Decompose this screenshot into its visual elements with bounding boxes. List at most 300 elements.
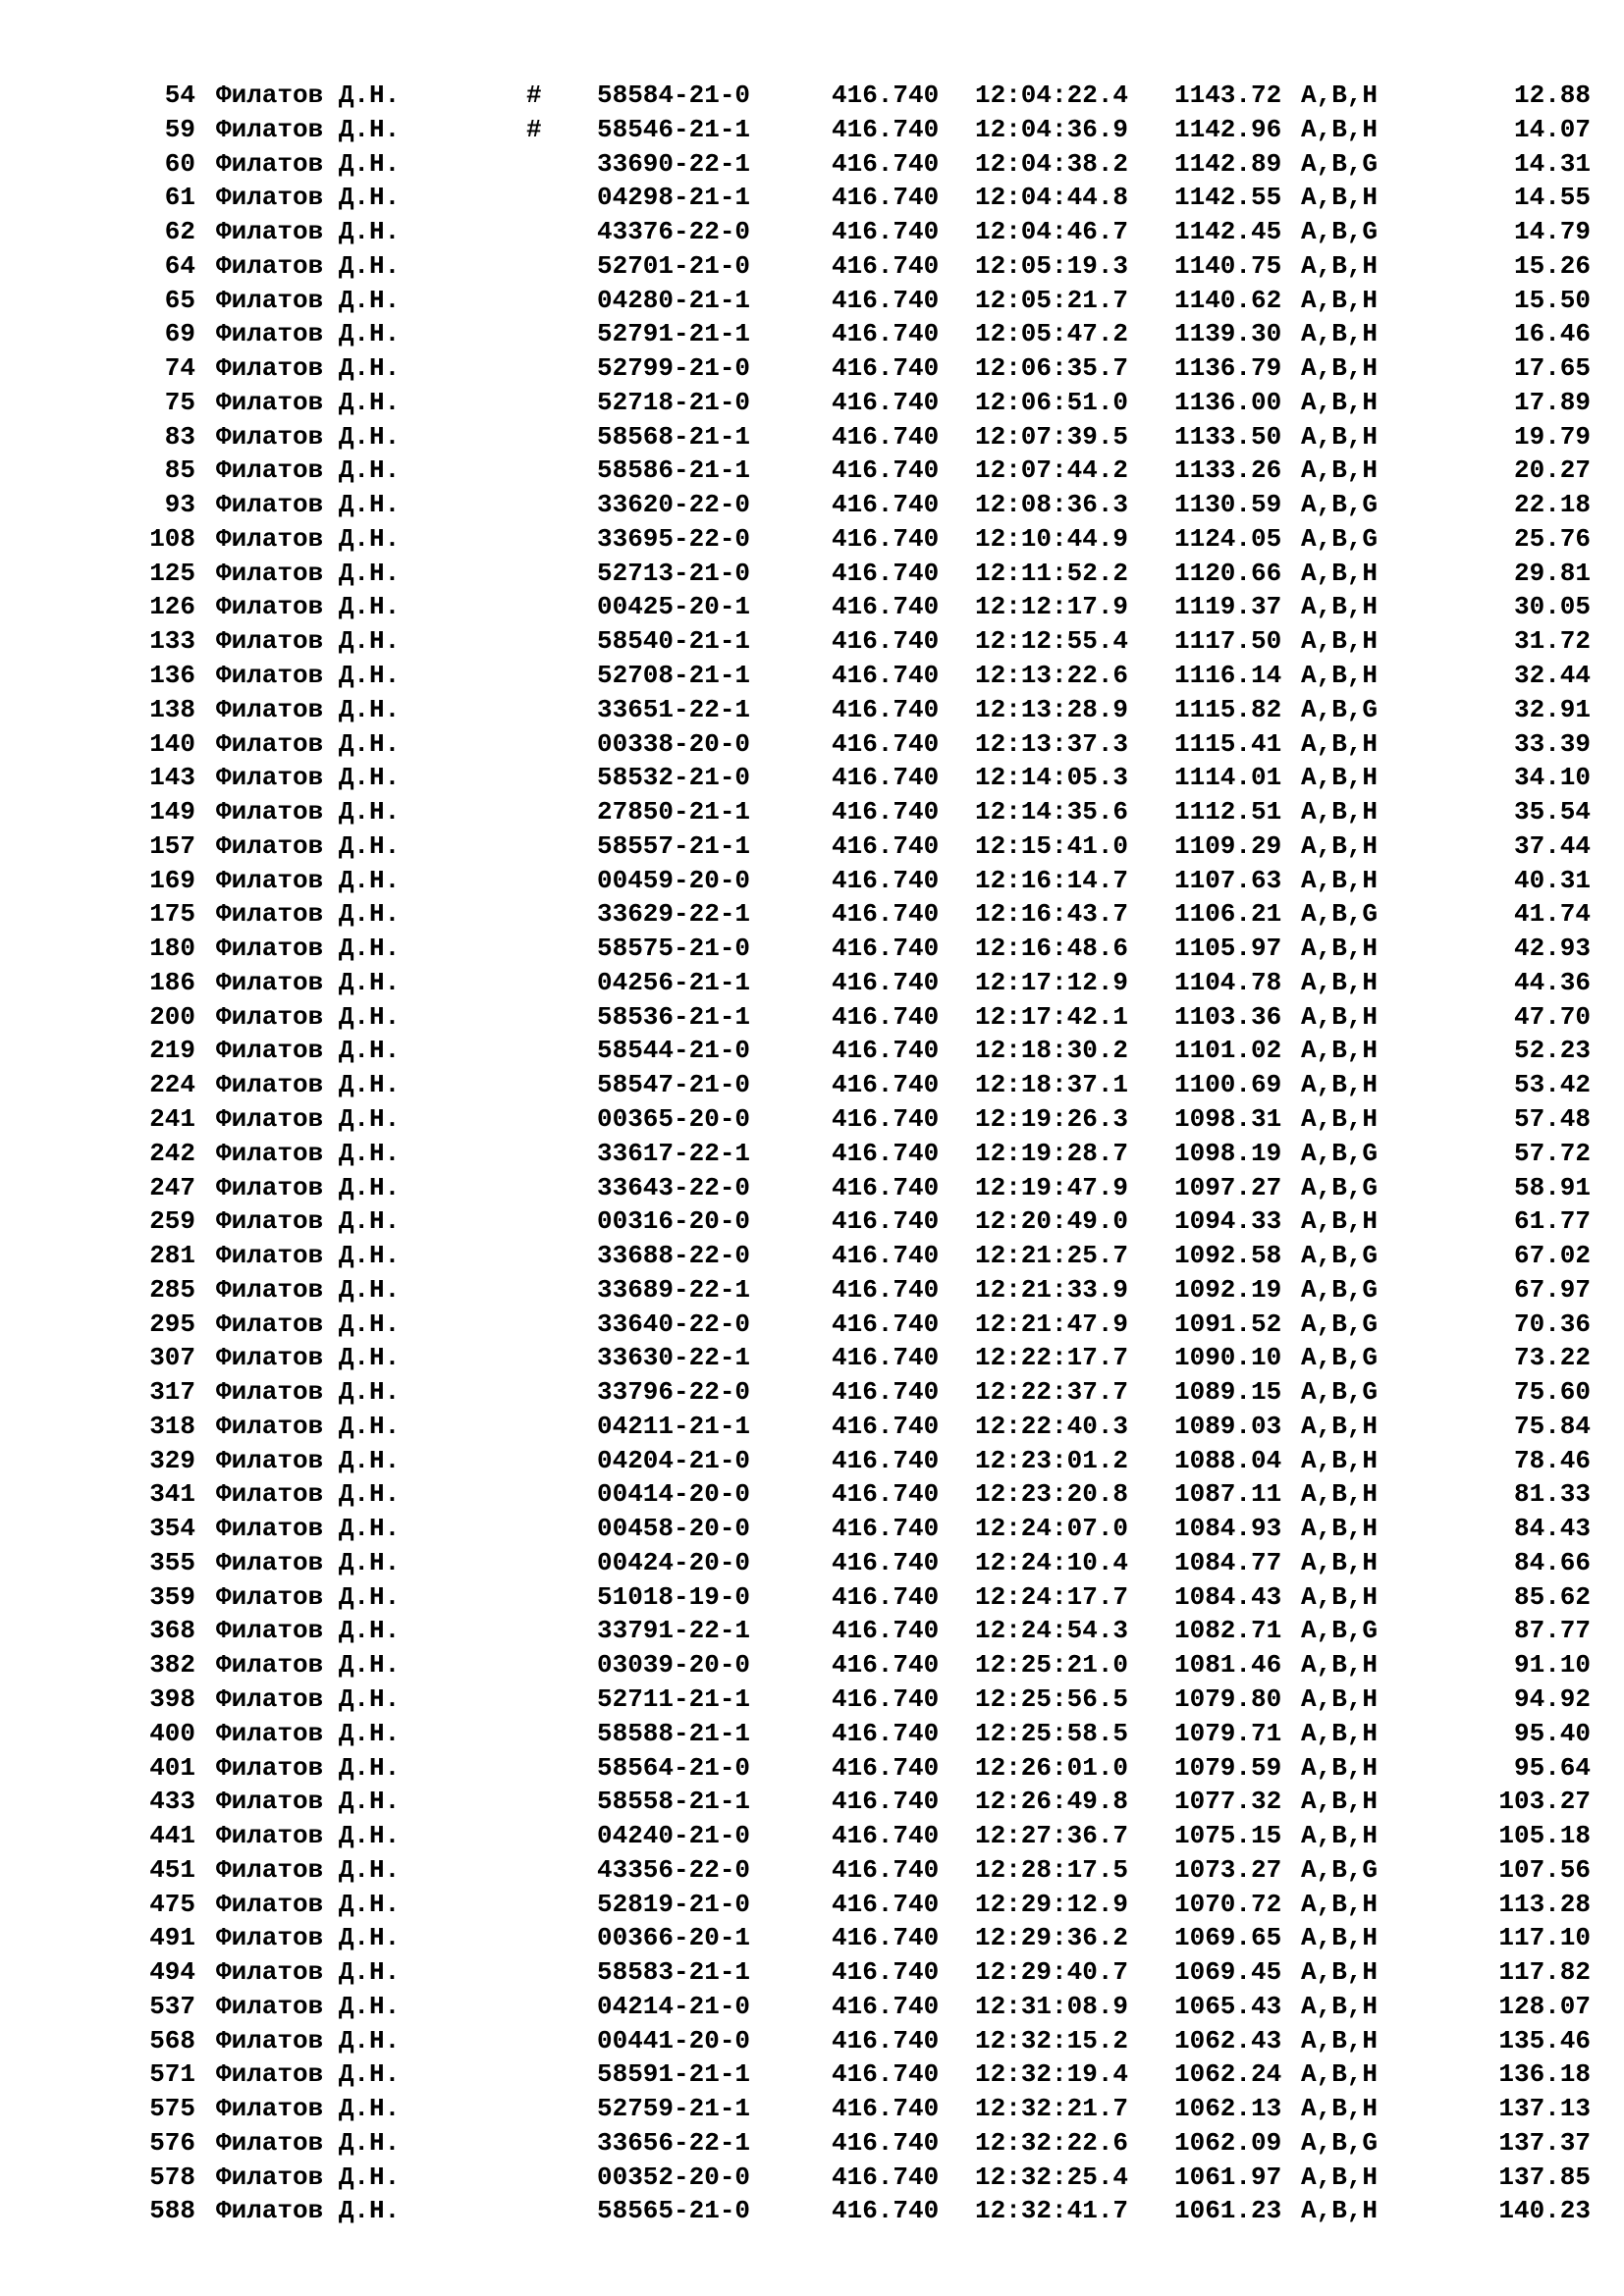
value: 19.79 bbox=[1513, 421, 1591, 452]
value: 20.27 bbox=[1513, 455, 1591, 486]
code-set: A,B,H bbox=[1301, 80, 1379, 110]
table-row bbox=[0, 1819, 1624, 1853]
record-id: 00366-20-1 bbox=[597, 1923, 751, 1953]
timestamp: 12:19:28.7 bbox=[975, 1138, 1129, 1168]
record-id: 27850-21-1 bbox=[597, 797, 751, 828]
record-id: 52711-21-1 bbox=[597, 1683, 751, 1714]
timestamp: 12:17:12.9 bbox=[975, 967, 1129, 997]
code-set: A,B,G bbox=[1301, 217, 1379, 247]
record-id: 04240-21-0 bbox=[597, 1821, 751, 1851]
code-set: A,B,H bbox=[1301, 183, 1379, 213]
operator-name: Филатов Д.Н. bbox=[216, 1172, 401, 1202]
code-set: A,B,G bbox=[1301, 148, 1379, 179]
row-number: 307 bbox=[149, 1343, 195, 1373]
value: 14.07 bbox=[1513, 114, 1591, 144]
row-number: 317 bbox=[149, 1377, 195, 1408]
table-row bbox=[0, 1341, 1624, 1375]
value: 14.31 bbox=[1513, 148, 1591, 179]
distance: 1114.01 bbox=[1174, 763, 1282, 793]
distance: 1140.75 bbox=[1174, 250, 1282, 281]
code-set: A,B,H bbox=[1301, 1991, 1379, 2021]
code-set: A,B,H bbox=[1301, 1206, 1379, 1237]
code-set: A,B,H bbox=[1301, 455, 1379, 486]
table-row bbox=[0, 1888, 1624, 1922]
operator-name: Филатов Д.Н. bbox=[216, 285, 401, 315]
timestamp: 12:06:51.0 bbox=[975, 387, 1129, 417]
distance: 1140.62 bbox=[1174, 285, 1282, 315]
row-number: 169 bbox=[149, 865, 195, 895]
operator-name: Филатов Д.Н. bbox=[216, 1411, 401, 1441]
code-set: A,B,H bbox=[1301, 1581, 1379, 1612]
table-row bbox=[0, 351, 1624, 386]
table-row bbox=[0, 829, 1624, 864]
frequency: 416.740 bbox=[832, 421, 940, 452]
record-id: 58544-21-0 bbox=[597, 1036, 751, 1066]
row-number: 571 bbox=[149, 2059, 195, 2090]
frequency: 416.740 bbox=[832, 1343, 940, 1373]
distance: 1142.55 bbox=[1174, 183, 1282, 213]
operator-name: Филатов Д.Н. bbox=[216, 353, 401, 384]
value: 70.36 bbox=[1513, 1308, 1591, 1339]
operator-name: Филатов Д.Н. bbox=[216, 1991, 401, 2021]
operator-name: Филатов Д.Н. bbox=[216, 1650, 401, 1681]
table-row bbox=[0, 1614, 1624, 1648]
code-set: A,B,H bbox=[1301, 1821, 1379, 1851]
row-number: 247 bbox=[149, 1172, 195, 1202]
record-id: 52701-21-0 bbox=[597, 250, 751, 281]
operator-name: Филатов Д.Н. bbox=[216, 2162, 401, 2192]
frequency: 416.740 bbox=[832, 285, 940, 315]
table-row bbox=[0, 1921, 1624, 1955]
code-set: A,B,G bbox=[1301, 1274, 1379, 1305]
table-row bbox=[0, 761, 1624, 795]
operator-name: Филатов Д.Н. bbox=[216, 934, 401, 964]
value: 35.54 bbox=[1513, 797, 1591, 828]
frequency: 416.740 bbox=[832, 1547, 940, 1577]
code-set: A,B,H bbox=[1301, 1650, 1379, 1681]
record-id: 52759-21-1 bbox=[597, 2094, 751, 2124]
value: 107.56 bbox=[1498, 1854, 1591, 1885]
frequency: 416.740 bbox=[832, 387, 940, 417]
frequency: 416.740 bbox=[832, 1445, 940, 1475]
value: 84.66 bbox=[1513, 1547, 1591, 1577]
code-set: A,B,G bbox=[1301, 523, 1379, 554]
table-row bbox=[0, 1273, 1624, 1308]
record-id: 00414-20-0 bbox=[597, 1479, 751, 1510]
table-row bbox=[0, 2024, 1624, 2058]
row-number: 65 bbox=[164, 285, 195, 315]
code-set: A,B,H bbox=[1301, 865, 1379, 895]
row-number: 126 bbox=[149, 592, 195, 622]
operator-name: Филатов Д.Н. bbox=[216, 1001, 401, 1032]
frequency: 416.740 bbox=[832, 2162, 940, 2192]
row-number: 149 bbox=[149, 797, 195, 828]
frequency: 416.740 bbox=[832, 2025, 940, 2056]
timestamp: 12:10:44.9 bbox=[975, 523, 1129, 554]
distance: 1133.50 bbox=[1174, 421, 1282, 452]
value: 15.50 bbox=[1513, 285, 1591, 315]
operator-name: Филатов Д.Н. bbox=[216, 763, 401, 793]
distance: 1116.14 bbox=[1174, 661, 1282, 691]
timestamp: 12:13:37.3 bbox=[975, 728, 1129, 759]
timestamp: 12:32:25.4 bbox=[975, 2162, 1129, 2192]
record-id: 58586-21-1 bbox=[597, 455, 751, 486]
record-id: 52713-21-0 bbox=[597, 558, 751, 588]
timestamp: 12:14:05.3 bbox=[975, 763, 1129, 793]
frequency: 416.740 bbox=[832, 183, 940, 213]
distance: 1098.19 bbox=[1174, 1138, 1282, 1168]
code-set: A,B,H bbox=[1301, 2094, 1379, 2124]
operator-name: Филатов Д.Н. bbox=[216, 1787, 401, 1817]
table-row bbox=[0, 897, 1624, 932]
frequency: 416.740 bbox=[832, 1070, 940, 1100]
distance: 1069.45 bbox=[1174, 1957, 1282, 1988]
code-set: A,B,H bbox=[1301, 421, 1379, 452]
distance: 1089.15 bbox=[1174, 1377, 1282, 1408]
code-set: A,B,G bbox=[1301, 899, 1379, 930]
row-number: 69 bbox=[164, 319, 195, 349]
row-number: 138 bbox=[149, 694, 195, 724]
value: 75.60 bbox=[1513, 1377, 1591, 1408]
frequency: 416.740 bbox=[832, 1206, 940, 1237]
distance: 1079.80 bbox=[1174, 1683, 1282, 1714]
distance: 1142.96 bbox=[1174, 114, 1282, 144]
frequency: 416.740 bbox=[832, 2127, 940, 2158]
table-row bbox=[0, 1717, 1624, 1751]
frequency: 416.740 bbox=[832, 217, 940, 247]
record-id: 00441-20-0 bbox=[597, 2025, 751, 2056]
distance: 1061.23 bbox=[1174, 2196, 1282, 2226]
distance: 1082.71 bbox=[1174, 1616, 1282, 1646]
table-row bbox=[0, 1137, 1624, 1171]
value: 42.93 bbox=[1513, 934, 1591, 964]
table-row bbox=[0, 522, 1624, 557]
timestamp: 12:28:17.5 bbox=[975, 1854, 1129, 1885]
code-set: A,B,H bbox=[1301, 797, 1379, 828]
frequency: 416.740 bbox=[832, 2059, 940, 2090]
table-row bbox=[0, 1410, 1624, 1444]
value: 113.28 bbox=[1498, 1889, 1591, 1919]
row-number: 180 bbox=[149, 934, 195, 964]
frequency: 416.740 bbox=[832, 1991, 940, 2021]
value: 117.10 bbox=[1498, 1923, 1591, 1953]
row-number: 401 bbox=[149, 1752, 195, 1783]
frequency: 416.740 bbox=[832, 763, 940, 793]
operator-name: Филатов Д.Н. bbox=[216, 1445, 401, 1475]
record-id: 33620-22-0 bbox=[597, 490, 751, 520]
operator-name: Филатов Д.Н. bbox=[216, 1683, 401, 1714]
operator-name: Филатов Д.Н. bbox=[216, 2025, 401, 2056]
table-row bbox=[0, 966, 1624, 1000]
distance: 1084.43 bbox=[1174, 1581, 1282, 1612]
timestamp: 12:22:17.7 bbox=[975, 1343, 1129, 1373]
code-set: A,B,H bbox=[1301, 250, 1379, 281]
value: 140.23 bbox=[1498, 2196, 1591, 2226]
record-id: 58546-21-1 bbox=[597, 114, 751, 144]
operator-name: Филатов Д.Н. bbox=[216, 1821, 401, 1851]
code-set: A,B,H bbox=[1301, 285, 1379, 315]
operator-name: Филатов Д.Н. bbox=[216, 1957, 401, 1988]
row-number: 83 bbox=[164, 421, 195, 452]
code-set: A,B,H bbox=[1301, 626, 1379, 657]
record-id: 58565-21-0 bbox=[597, 2196, 751, 2226]
code-set: A,B,H bbox=[1301, 1411, 1379, 1441]
operator-name: Филатов Д.Н. bbox=[216, 1923, 401, 1953]
frequency: 416.740 bbox=[832, 1001, 940, 1032]
code-set: A,B,G bbox=[1301, 1172, 1379, 1202]
value: 61.77 bbox=[1513, 1206, 1591, 1237]
code-set: A,B,H bbox=[1301, 1957, 1379, 1988]
operator-name: Филатов Д.Н. bbox=[216, 1854, 401, 1885]
record-id: 00424-20-0 bbox=[597, 1547, 751, 1577]
timestamp: 12:31:08.9 bbox=[975, 1991, 1129, 2021]
table-row bbox=[0, 1239, 1624, 1273]
frequency: 416.740 bbox=[832, 694, 940, 724]
timestamp: 12:23:20.8 bbox=[975, 1479, 1129, 1510]
row-number: 281 bbox=[149, 1241, 195, 1271]
row-number: 157 bbox=[149, 830, 195, 861]
frequency: 416.740 bbox=[832, 1411, 940, 1441]
operator-name: Филатов Д.Н. bbox=[216, 694, 401, 724]
distance: 1106.21 bbox=[1174, 899, 1282, 930]
record-id: 58583-21-1 bbox=[597, 1957, 751, 1988]
timestamp: 12:16:43.7 bbox=[975, 899, 1129, 930]
code-set: A,B,H bbox=[1301, 319, 1379, 349]
row-number: 133 bbox=[149, 626, 195, 657]
table-row bbox=[0, 2092, 1624, 2126]
row-number: 359 bbox=[149, 1581, 195, 1612]
record-id: 52799-21-0 bbox=[597, 353, 751, 384]
record-id: 58591-21-1 bbox=[597, 2059, 751, 2090]
distance: 1075.15 bbox=[1174, 1821, 1282, 1851]
value: 14.79 bbox=[1513, 217, 1591, 247]
record-id: 33656-22-1 bbox=[597, 2127, 751, 2158]
timestamp: 12:26:01.0 bbox=[975, 1752, 1129, 1783]
table-row bbox=[0, 1648, 1624, 1682]
record-id: 33651-22-1 bbox=[597, 694, 751, 724]
table-row bbox=[0, 1751, 1624, 1786]
timestamp: 12:07:44.2 bbox=[975, 455, 1129, 486]
value: 30.05 bbox=[1513, 592, 1591, 622]
row-number: 568 bbox=[149, 2025, 195, 2056]
timestamp: 12:13:22.6 bbox=[975, 661, 1129, 691]
table-row bbox=[0, 147, 1624, 182]
distance: 1062.09 bbox=[1174, 2127, 1282, 2158]
frequency: 416.740 bbox=[832, 1650, 940, 1681]
table-row bbox=[0, 795, 1624, 829]
distance: 1115.41 bbox=[1174, 728, 1282, 759]
table-row bbox=[0, 693, 1624, 727]
record-id: 58536-21-1 bbox=[597, 1001, 751, 1032]
row-number: 125 bbox=[149, 558, 195, 588]
frequency: 416.740 bbox=[832, 80, 940, 110]
distance: 1119.37 bbox=[1174, 592, 1282, 622]
code-set: A,B,H bbox=[1301, 967, 1379, 997]
table-row bbox=[0, 1682, 1624, 1717]
operator-name: Филатов Д.Н. bbox=[216, 319, 401, 349]
row-number: 537 bbox=[149, 1991, 195, 2021]
value: 87.77 bbox=[1513, 1616, 1591, 1646]
value: 15.26 bbox=[1513, 250, 1591, 281]
timestamp: 12:04:46.7 bbox=[975, 217, 1129, 247]
table-row bbox=[0, 284, 1624, 318]
row-number: 382 bbox=[149, 1650, 195, 1681]
timestamp: 12:12:17.9 bbox=[975, 592, 1129, 622]
timestamp: 12:32:19.4 bbox=[975, 2059, 1129, 2090]
distance: 1136.79 bbox=[1174, 353, 1282, 384]
distance: 1103.36 bbox=[1174, 1001, 1282, 1032]
table-row bbox=[0, 932, 1624, 966]
table-row bbox=[0, 1546, 1624, 1580]
flag-mark: # bbox=[526, 114, 542, 144]
row-number: 368 bbox=[149, 1616, 195, 1646]
code-set: A,B,H bbox=[1301, 1036, 1379, 1066]
table-row bbox=[0, 1171, 1624, 1205]
table-row bbox=[0, 1204, 1624, 1239]
code-set: A,B,H bbox=[1301, 934, 1379, 964]
frequency: 416.740 bbox=[832, 865, 940, 895]
table-row bbox=[0, 557, 1624, 591]
distance: 1115.82 bbox=[1174, 694, 1282, 724]
record-id: 33688-22-0 bbox=[597, 1241, 751, 1271]
record-id: 58575-21-0 bbox=[597, 934, 751, 964]
timestamp: 12:29:12.9 bbox=[975, 1889, 1129, 1919]
value: 25.76 bbox=[1513, 523, 1591, 554]
value: 22.18 bbox=[1513, 490, 1591, 520]
distance: 1062.13 bbox=[1174, 2094, 1282, 2124]
row-number: 400 bbox=[149, 1718, 195, 1748]
row-number: 143 bbox=[149, 763, 195, 793]
timestamp: 12:05:19.3 bbox=[975, 250, 1129, 281]
value: 14.55 bbox=[1513, 183, 1591, 213]
value: 78.46 bbox=[1513, 1445, 1591, 1475]
distance: 1107.63 bbox=[1174, 865, 1282, 895]
distance: 1062.43 bbox=[1174, 2025, 1282, 2056]
timestamp: 12:04:22.4 bbox=[975, 80, 1129, 110]
record-id: 00365-20-0 bbox=[597, 1103, 751, 1134]
row-number: 224 bbox=[149, 1070, 195, 1100]
distance: 1089.03 bbox=[1174, 1411, 1282, 1441]
table-row bbox=[0, 113, 1624, 147]
code-set: A,B,H bbox=[1301, 661, 1379, 691]
value: 12.88 bbox=[1513, 80, 1591, 110]
frequency: 416.740 bbox=[832, 1308, 940, 1339]
distance: 1130.59 bbox=[1174, 490, 1282, 520]
distance: 1073.27 bbox=[1174, 1854, 1282, 1885]
operator-name: Филатов Д.Н. bbox=[216, 1138, 401, 1168]
timestamp: 12:17:42.1 bbox=[975, 1001, 1129, 1032]
frequency: 416.740 bbox=[832, 1957, 940, 1988]
row-number: 354 bbox=[149, 1514, 195, 1544]
operator-name: Филатов Д.Н. bbox=[216, 217, 401, 247]
frequency: 416.740 bbox=[832, 148, 940, 179]
code-set: A,B,H bbox=[1301, 387, 1379, 417]
record-id: 04256-21-1 bbox=[597, 967, 751, 997]
record-id: 33630-22-1 bbox=[597, 1343, 751, 1373]
timestamp: 12:18:30.2 bbox=[975, 1036, 1129, 1066]
row-number: 285 bbox=[149, 1274, 195, 1305]
code-set: A,B,G bbox=[1301, 1138, 1379, 1168]
frequency: 416.740 bbox=[832, 1854, 940, 1885]
operator-name: Филатов Д.Н. bbox=[216, 2127, 401, 2158]
value: 75.84 bbox=[1513, 1411, 1591, 1441]
frequency: 416.740 bbox=[832, 250, 940, 281]
value: 29.81 bbox=[1513, 558, 1591, 588]
value: 95.40 bbox=[1513, 1718, 1591, 1748]
record-id: 00458-20-0 bbox=[597, 1514, 751, 1544]
code-set: A,B,H bbox=[1301, 1514, 1379, 1544]
code-set: A,B,H bbox=[1301, 830, 1379, 861]
timestamp: 12:25:56.5 bbox=[975, 1683, 1129, 1714]
frequency: 416.740 bbox=[832, 490, 940, 520]
row-number: 341 bbox=[149, 1479, 195, 1510]
timestamp: 12:05:21.7 bbox=[975, 285, 1129, 315]
value: 128.07 bbox=[1498, 1991, 1591, 2021]
record-id: 58568-21-1 bbox=[597, 421, 751, 452]
operator-name: Филатов Д.Н. bbox=[216, 1241, 401, 1271]
code-set: A,B,G bbox=[1301, 1241, 1379, 1271]
frequency: 416.740 bbox=[832, 1889, 940, 1919]
frequency: 416.740 bbox=[832, 1514, 940, 1544]
distance: 1142.89 bbox=[1174, 148, 1282, 179]
distance: 1062.24 bbox=[1174, 2059, 1282, 2090]
timestamp: 12:11:52.2 bbox=[975, 558, 1129, 588]
value: 31.72 bbox=[1513, 626, 1591, 657]
code-set: A,B,H bbox=[1301, 1889, 1379, 1919]
frequency: 416.740 bbox=[832, 592, 940, 622]
code-set: A,B,G bbox=[1301, 1308, 1379, 1339]
operator-name: Филатов Д.Н. bbox=[216, 899, 401, 930]
timestamp: 12:05:47.2 bbox=[975, 319, 1129, 349]
record-id: 43376-22-0 bbox=[597, 217, 751, 247]
row-number: 60 bbox=[164, 148, 195, 179]
value: 41.74 bbox=[1513, 899, 1591, 930]
distance: 1094.33 bbox=[1174, 1206, 1282, 1237]
table-row bbox=[0, 1512, 1624, 1546]
operator-name: Филатов Д.Н. bbox=[216, 1752, 401, 1783]
timestamp: 12:04:38.2 bbox=[975, 148, 1129, 179]
frequency: 416.740 bbox=[832, 1138, 940, 1168]
record-id: 52708-21-1 bbox=[597, 661, 751, 691]
record-id: 33643-22-0 bbox=[597, 1172, 751, 1202]
frequency: 416.740 bbox=[832, 1581, 940, 1612]
code-set: A,B,G bbox=[1301, 1377, 1379, 1408]
code-set: A,B,H bbox=[1301, 1752, 1379, 1783]
frequency: 416.740 bbox=[832, 1377, 940, 1408]
record-id: 33695-22-0 bbox=[597, 523, 751, 554]
row-number: 61 bbox=[164, 183, 195, 213]
distance: 1084.93 bbox=[1174, 1514, 1282, 1544]
table-row bbox=[0, 1000, 1624, 1035]
timestamp: 12:15:41.0 bbox=[975, 830, 1129, 861]
frequency: 416.740 bbox=[832, 455, 940, 486]
code-set: A,B,H bbox=[1301, 1445, 1379, 1475]
row-number: 494 bbox=[149, 1957, 195, 1988]
row-number: 259 bbox=[149, 1206, 195, 1237]
frequency: 416.740 bbox=[832, 1718, 940, 1748]
timestamp: 12:08:36.3 bbox=[975, 490, 1129, 520]
record-id: 04280-21-1 bbox=[597, 285, 751, 315]
record-id: 04298-21-1 bbox=[597, 183, 751, 213]
table-row bbox=[0, 1477, 1624, 1512]
row-number: 576 bbox=[149, 2127, 195, 2158]
row-number: 433 bbox=[149, 1787, 195, 1817]
code-set: A,B,H bbox=[1301, 1547, 1379, 1577]
frequency: 416.740 bbox=[832, 1241, 940, 1271]
value: 67.97 bbox=[1513, 1274, 1591, 1305]
frequency: 416.740 bbox=[832, 1274, 940, 1305]
operator-name: Филатов Д.Н. bbox=[216, 626, 401, 657]
